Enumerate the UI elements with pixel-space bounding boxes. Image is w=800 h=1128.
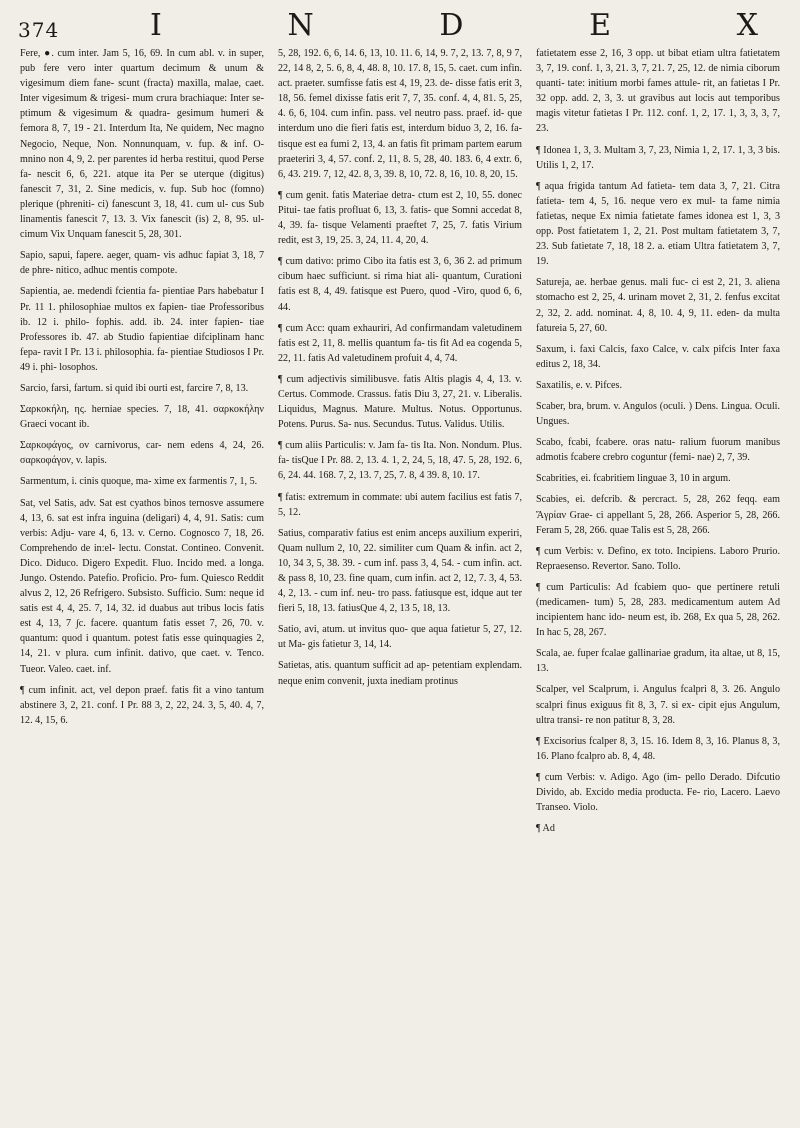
index-entry: ¶ Ad xyxy=(536,823,555,835)
running-title xyxy=(150,8,760,43)
index-entry: ¶ Excisorius fcalper 8, 3, 15. 16. Idem 8, 3, 16. Planus 8, 3, 16. Plano fcalpro ab. 8, 4, 48. xyxy=(536,735,780,762)
index-entry: ¶ fatis: extremum in commate: ubi autem facilius est fatis 7, 5, 12. xyxy=(278,491,522,518)
index-entry: Scalper, vel Scalprum, i. Angulus fcalpri 8, 3. 26. Angulo scalpri finus exiguus fit 8, 3, 7. si ex- cipit ejus Angulum, ultra transi- re non patitur 8, 3, 28. xyxy=(536,684,780,726)
index-entry: Σαρκοφάγος, ov carnivorus, car- nem edens 4, 24, 26. σαρκοφάγον, v. lapis. xyxy=(20,440,264,467)
index-entry: ¶ cum Acc: quam exhauriri, Ad confirmandam valetudinem fatis est 2, 11, 8. mellis quantum fa- tis fit Ad ea cogenda 5, 22, 11. fatis Ad valetudinem profuit 4, 4, 74. xyxy=(278,322,522,364)
index-entry: Fere, ●. cum inter. Jam 5, 16, 69. In cum abl. v. in super, pub fere vero inter quartum decimum & unum & vigesimum diem fane- scunt (fracta) maxilla, malae, caet. Inter vigesimum & trigesi- mum crura brachiaque: Inter se- ptimum & vigesimum & quadra- gesimum humeri & femora 8, 7, 19 - 21. Interdum Ita, Ne quidem, Nec magno Negocio, Neque, Non. Nonnunquam, v. fup. & inf. O- mnino non 4, 9, 2. per parentes id herba restitui, quod Perse fa- nescit 6, 6, 221. atque ita Per se uterque (digitus) fanescit 7, 31, 2. Sine medicis, v. fup. Sub hoc (fomno) plerique (phreniti- ci) fanescunt 3, 18, 41. cum ul- cus Sub linamentis fanescit 7, 13. 3. Vix fanescit (is) 2, 8, 95. ul- cimum Vix Unquam fanescit 5, 28, 301. xyxy=(20,48,264,241)
index-columns xyxy=(20,46,780,1118)
index-entry: ¶ cum Verbis: v. Defino, ex toto. Incipiens. Laboro Prurio. Repraesenso. Revertor. Sano. Tollo. xyxy=(536,545,780,572)
page-number: 374 xyxy=(18,18,60,42)
index-entry: Sapio, sapui, fapere. aeger, quam- vis adhuc fapiat 3, 18, 7 de phre- nitico, adhuc mentis compote. xyxy=(20,250,264,277)
index-entry: 5, 28, 192. 6, 6, 14. 6, 13, 10. 11. 6, 14, 9. 7, 2, 13. 7, 8, 9 7, 22, 14 8, 2, 5. 6, 8, 4, 48. 8, 10. 17. 8, 15, 5. caet. cum infin. act. praeter. sumfisse fatis est 4, 19, 23. de- disse fatis erit 3, 18, 56. femel dixisse fatis erit 7, 7, 35. conf. 4, 4, 81. 5, 25, 4. 6, 6, 104. cum infin. pass. vel neutro pass. praef. id- que interdum uno die fieri fatis est, interdum biduo 3, 2, 16. fa- tisque est ea fumi 2, 13, 4. an fatis fit primam partem earum praeteriri 3, 4, 57. conf. 2, 11, 8. 5, 28, 40. 183. 6, 4 extr. 6, 6, 43. 219. 7, 12, 42. 8, 3, 39. 8, 10, 72. 8, 16, 10. 8, 20, 15. xyxy=(278,48,522,180)
column-middle xyxy=(278,46,522,1118)
running-header xyxy=(0,6,800,43)
title-letter: E xyxy=(589,8,613,43)
title-letter: D xyxy=(439,8,466,43)
index-entry: ¶ cum infinit. act, vel depon praef. fatis fit a vino tantum abstinere 3, 2, 21. conf. I Pr. 88 3, 2, 22, 24. 3, 5, 40. 4, 7, 12. 4, 15, 6. xyxy=(20,684,264,726)
index-entry: Sarcio, farsi, fartum. si quid ibi ourti est, farcire 7, 8, 13. xyxy=(20,382,249,394)
index-entry: ¶ cum genit. fatis Materiae detra- ctum est 2, 10, 55. donec Pitui- tae fatis profluat 6, 13, 3. fatis- que Somni accedat 8, 4, 39. fa- tisque Velamenti praeftet 7, 25, 7. fatis Virium redit, est 3, 19, 25. 3, 24, 11. 4, 20, 4. xyxy=(278,189,522,247)
index-entry: Scala, ae. fuper fcalae gallinariae gradum, ita altae, ut 8, 15, 13. xyxy=(536,648,780,675)
index-entry: Sapientia, ae. medendi fcientia fa- pientiae Pars habebatur I Pr. 11 1. philosophiae multos ex fapien- tiae Professoribus ib. 12 i. philo- fophis. add. ib. 24. inter fapien- tiae Professores ib. 47. ab Studio fapientiae difciplinam hanc fepa- ravit I Pr. 13 i. philosophia. fa- pientiae Studiosos I Pr. 49 i. phi- losophos. xyxy=(20,286,264,373)
index-entry: Satius, comparativ fatius est enim anceps auxilium experiri, Quam nullum 2, 10, 22. similiter cum Quam & infin. act 2, 10, 34 3, 5, 38. 39. - cum inf. pass 3, 4, 54. - cum infin. act. & pass 8, 10, 23. fine quam, cum infin. act 2, 12, 7. 3, 4, 53. 4, 2, 13. - cum inf. neu- tro pass. fatiusque est, idque aut ter fieri 5, 18, 13. fatiusQue 4, 2, 13 5, 18, 13. xyxy=(278,527,522,615)
index-entry: Scabo, fcabi, fcabere. oras natu- ralium fuorum manibus admotis fcabere crebro coguntur (femi- nae) 2, 7, 39. xyxy=(536,437,780,464)
title-letter: N xyxy=(287,8,316,43)
index-entry: Sarmentum, i. cinis quoque, ma- xime ex farmentis 7, 1, 5. xyxy=(20,476,258,488)
index-entry: ¶ cum dativo: primo Cibo ita fatis est 3, 6, 36 2. ad primum cibum haec sufficiunt. si rima hiat ali- quantum, Curationi fatis est 8, 4, 49. fatisque est Puero, quod -Viro, quod 6, 6, 44. xyxy=(278,256,522,313)
index-entry: Scabrities, ei. fcabritiem linguae 3, 10 in argum. xyxy=(536,473,731,485)
index-entry: Satietas, atis. quantum sufficit ad ap- petentiam explendam. neque enim convenit, juxta inediam protinus xyxy=(278,660,522,687)
index-entry: ¶ Idonea 1, 3, 3. Multam 3, 7, 23, Nimia 1, 2, 17. 1, 3, 3 bis. Utilis 1, 2, 17. xyxy=(536,144,780,171)
index-entry: Satureja, ae. herbae genus. mali fuc- ci est 2, 21, 3. aliena stomacho est 2, 25, 4. urinam movet 2, 31, 2. fenfus excitat 2, 32, 2. add. nominat. 4, 8, 10. 4, 9, 11. eden- da multa fatureia 5, 27, 60. xyxy=(536,277,780,334)
index-entry: fatietatem esse 2, 16, 3 opp. ut bibat etiam ultra fatietatem 3, 7, 19. conf. 1, 3, 21. 3, 7, 21. 7, 25, 12. de nimia ciborum quanti- tate: initium morbi fames attule- rit, an fatietas I Pr. 32 opp. add. 2, 3, 3. ut gravibus aut locis aut temporibus magis vitetur fatietas I Pr. 112. conf. 1, 2, 17. 1, 3, 3, 3, 7, 23. xyxy=(536,48,780,135)
index-entry: ¶ cum Verbis: v. Adigo. Ago (im- pello Derado. Difcutio Divido, ab. Excido media producta. Fe- rio, Lacero. Laevo Transeo. Violo. xyxy=(536,771,780,814)
column-left xyxy=(20,46,264,1118)
index-entry: ¶ aqua frigida tantum Ad fatieta- tem data 3, 7, 21. Citra fatieta- tem 4, 5, 16. neque vero ex mul- ta fame nimia fatietas, neque Ex nimia fatietate fames idonea est 1, 3, 3 opp. Post fatietatem 1, 2, 21. Post multam fatietatem 3, 7, 23. Sub fatietate 7, 18, 18 2. a. etiam Ultra fatietatem 3, 7, 19. xyxy=(536,180,780,268)
title-letter: X xyxy=(736,8,760,43)
index-entry: Saxatilis, e. v. Pifces. xyxy=(536,379,622,391)
index-entry: Scaber, bra, brum. v. Angulos (oculi. ) Dens. Lingua. Oculi. Ungues. xyxy=(536,400,780,428)
index-entry: Saxum, i. faxi Calcis, faxo Calce, v. calx pifcis Inter faxa editus 2, 18, 34. xyxy=(536,343,780,370)
index-entry: Sat, vel Satis, adv. Sat est cyathos binos ternosve assumere 4, 13, 6. sat est infra inguina (deligari) 4, 4, 91. Satis: cum verbis: Adju- vare 4, 6, 13. v. Cerno. Cognosco 7, 18, 26. Comprehendo de in:el- lectu. Constat. Contineo. Convenit. Dico. Diduco. Digero Expedit. Fluo. Incido med. a longa. Jungo. Ostendo. Patefio. Proficio. Pro- fum. Quiesco Reddit alvus 2, 12, 26 Refrigero. Subsisto. Sufficio. Sum: neque id satis est 4, 4, 25. 7, 14, 32. id duabus aut tribus locis fatis est 4, 13, 7 ∫c. facere. quantum fatis esset 7, 26, 70. v. quantum: quod i quantum. potest fatis esse quinquagies 2, 14, 21. v plura. cum infinit. dativo, que caet. v. Tenco. Tueor. Valeo. caet. inf. xyxy=(20,497,264,675)
index-entry: Σαρκοκήλη, ης. herniae species. 7, 18, 41. σαρκοκήλην Graeci vocant ib. xyxy=(20,404,264,431)
index-entry: ¶ cum Particulis: Ad fcabiem quo- que pertinere retuli (medicamen- tum) 5, 28, 283. medicamentum autem Ad incipientem hanc ido- neum est, ib. 268, Ex qua 5, 28, 262. In hac 5, 28, 267. xyxy=(536,581,780,639)
index-entry: Satio, avi, atum. ut invitus quo- que aqua fatietur 5, 27, 12. ut Ma- gis fatietur 3, 14, 14. xyxy=(278,624,522,651)
index-entry: ¶ cum adjectivis similibusve. fatis Altis plagis 4, 4, 13. v. Certus. Commode. Crassus. fatis Diu 3, 27, 21. v. Liberalis. Liquidus, Magnus. Mature. Multus. Notus. Opportunus. Potens. Purus. Sa- nus. Secundus. Tutus. Validus. Utilis. xyxy=(278,373,522,431)
index-entry: ¶ cum aliis Particulis: v. Jam fa- tis Ita. Non. Nondum. Plus. fa- tisQue I Pr. 88. 2, 13. 4. 1, 2, 24, 5, 18, 47. 5, 28, 192. 6, 6, 24. 44. 168. 7, 2, 13. 7, 25, 7. 8, 4 39. 8, 10. 17. xyxy=(278,440,522,482)
index-entry: Scabies, ei. defcrib. & percract. 5, 28, 262 feqq. eam Ἄγρίαν Grae- ci appellant 5, 28, 266. Asperior 5, 28, 266. Feram 5, 28, 266. quae Talis est 5, 28, 266. xyxy=(536,494,780,536)
title-letter: I xyxy=(150,8,164,43)
column-right xyxy=(536,46,780,1118)
